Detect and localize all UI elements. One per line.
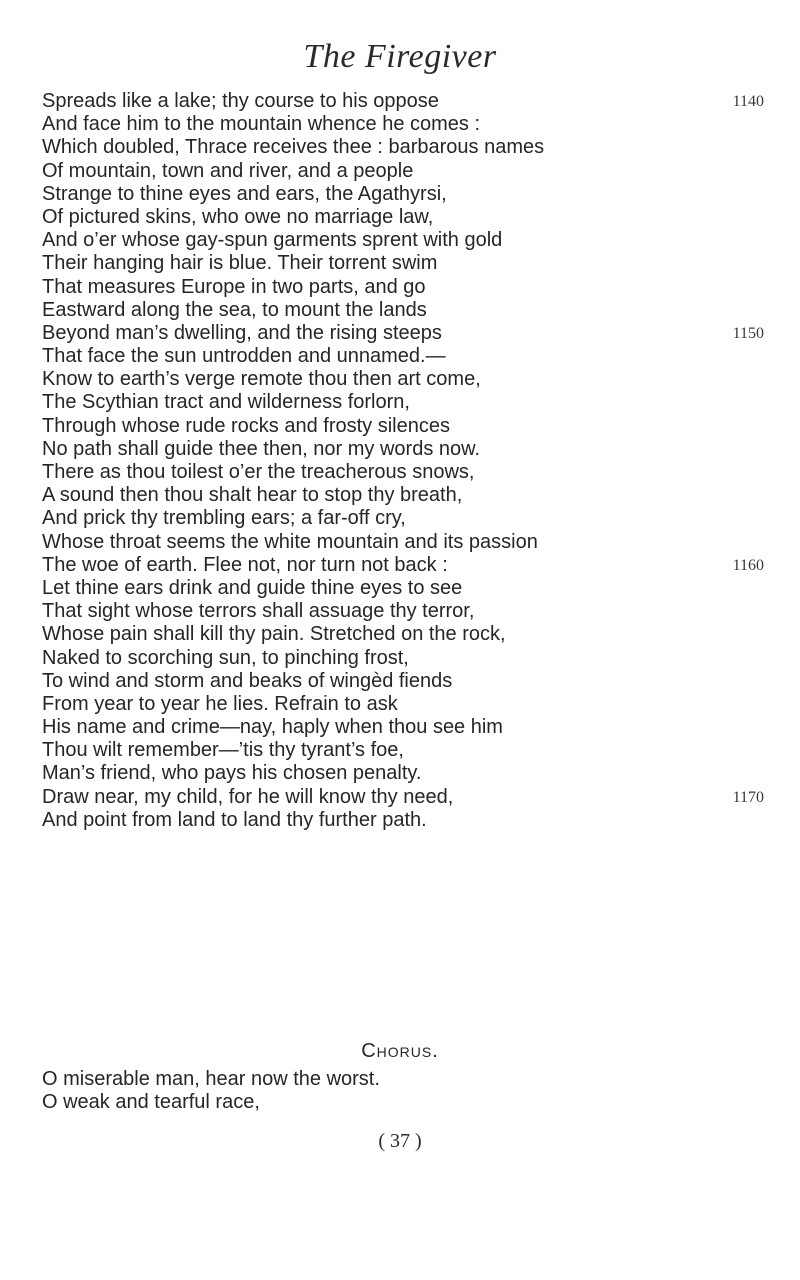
chorus-heading: Chorus. [361,1040,439,1062]
poem-line-text: Of pictured skins, who owe no marriage law, [42,205,434,228]
poem-line-text: And point from land to land thy further path. [42,808,427,831]
poem-line [42,113,762,136]
poem-line-text: The Scythian tract and wilderness forlorn, [42,391,410,414]
poem-line [42,229,762,252]
poem-line [42,531,762,554]
poem-line [42,507,762,530]
poem-line-text: And prick thy trembling ears; a far-off cry, [42,507,406,530]
poem-line-text: Strange to thine eyes and ears, the Agathyrsi, [42,182,447,205]
chorus-line [42,1091,762,1114]
poem-line-text: A sound then thou shalt hear to stop thy breath, [42,484,463,507]
poem-line-text: Draw near, my child, for he will know thy need, [42,785,454,808]
poem-line [42,554,762,577]
poem-line-text: From year to year he lies. Refrain to ask [42,692,398,715]
poem-line-text: And face him to the mountain whence he comes : [42,113,481,136]
poem-line [42,252,762,275]
poem-line [42,577,762,600]
chorus-line-text: O miserable man, hear now the worst. [42,1068,380,1090]
chorus-line [42,1068,762,1091]
poem-line [42,136,762,159]
poem-line-text: Thou wilt remember—’tis thy tyrant’s foe, [42,739,404,762]
line-number: 1140 [732,93,764,110]
poem-line-text: No path shall guide thee then, nor my words now. [42,437,481,460]
poem-line [42,484,762,507]
poem-line [42,90,762,113]
poem-line-text: Eastward along the sea, to mount the lands [42,298,427,321]
poem-line [42,739,762,762]
poem-line-text: That face the sun untrodden and unnamed.— [42,345,446,368]
poem-line [42,391,762,414]
poem-line [42,322,762,345]
poem-line-text: The woe of earth. Flee not, nor turn not back : [42,553,448,576]
poem-line-text: Their hanging hair is blue. Their torrent swim [42,252,438,275]
running-header: The Firegiver [303,38,497,75]
poem-line [42,183,762,206]
line-number: 1150 [732,324,764,342]
poem-line [42,276,762,299]
poem-line [42,809,762,832]
poem-line [42,206,762,229]
poem-line-text: Whose throat seems the white mountain and its passion [42,530,538,553]
poem-line [42,762,762,785]
chorus-body [42,1068,762,1114]
poem-line-text: There as thou toilest o’er the treacherous snows, [42,461,475,483]
poem-line [42,670,762,693]
poem-line-text: Know to earth’s verge remote thou then art come, [42,368,481,391]
poem-line [42,415,762,438]
poem-line-text: Which doubled, Thrace receives thee : barbarous names [42,136,545,159]
chorus-line-text: O weak and tearful race, [42,1091,260,1114]
poem-line-text: To wind and storm and beaks of wingèd fiends [42,669,453,692]
poem-line [42,647,762,670]
poem-line-text: Naked to scorching sun, to pinching frost, [42,646,409,669]
poem-line [42,461,762,484]
poem-line-text: Through whose rude rocks and frosty silences [42,414,450,437]
poem-line [42,786,762,809]
poem-line [42,345,762,368]
poem-line [42,160,762,183]
poem-line-text: His name and crime—nay, haply when thou see him [42,716,503,739]
poem-line [42,299,762,322]
poem-line-text: Whose pain shall kill thy pain. Stretched on the rock, [42,623,506,646]
poem-line-text: Beyond man’s dwelling, and the rising steeps [42,321,442,344]
poem-line [42,716,762,739]
poem-line-text: And o’er whose gay-spun garments sprent with gold [42,229,503,252]
poem-line-text: That sight whose terrors shall assuage thy terror, [42,600,475,623]
line-number: 1160 [732,556,764,574]
line-number: 1170 [732,788,764,806]
poem-line [42,368,762,391]
poem-line-text: Of mountain, town and river, and a people [42,159,414,182]
page-number: ( 37 ) [378,1130,422,1152]
poem-line-text: Let thine ears drink and guide thine eyes to see [42,576,463,599]
poem-line [42,438,762,461]
poem-line [42,623,762,646]
poem-line-text: Man’s friend, who pays his chosen penalty. [42,762,422,785]
poem-line [42,693,762,716]
poem-line-text: Spreads like a lake; thy course to his oppose [42,90,439,112]
poem-line-text: That measures Europe in two parts, and go [42,275,426,298]
poem-body [42,90,762,832]
poem-line [42,600,762,623]
